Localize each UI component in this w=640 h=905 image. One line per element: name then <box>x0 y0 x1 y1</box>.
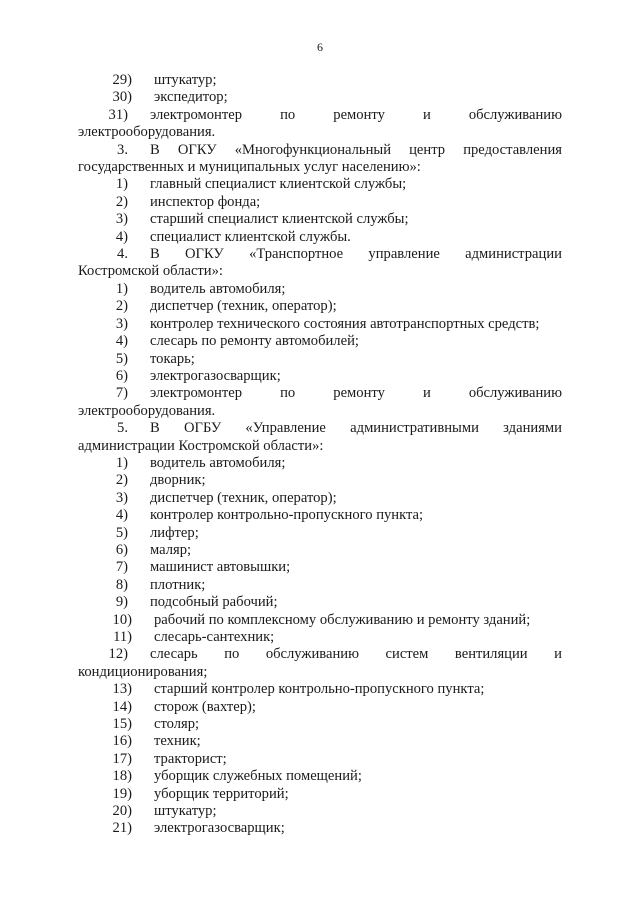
list-item <box>78 786 562 803</box>
item-number: 18) <box>112 768 132 785</box>
item-number: 9) <box>115 594 128 611</box>
item-number: 10) <box>112 611 132 628</box>
item-text: водитель автомобиля; <box>150 280 286 297</box>
justified-line <box>78 246 562 263</box>
list-item <box>78 803 562 820</box>
item-text: рабочий по комплексному обслуживанию и ремонту зданий; <box>154 611 531 628</box>
item-text: контролер технического состояния автотранспортных средств; <box>150 315 540 332</box>
item-text-words <box>128 246 562 263</box>
item-text: старший специалист клиентской службы; <box>150 211 409 228</box>
word: по <box>224 646 240 663</box>
justified-line <box>78 420 562 437</box>
list-item <box>78 594 562 611</box>
item-text: дворник; <box>150 472 206 489</box>
item-number: 1) <box>115 454 128 471</box>
word: «Транспортное <box>249 246 344 263</box>
item-number: 16) <box>112 733 132 750</box>
item-text: старший контролер контрольно-пропускного пункта; <box>154 681 485 698</box>
list-item <box>78 281 562 298</box>
item-number: 4. <box>117 246 128 263</box>
item-text: главный специалист клиентской службы; <box>150 176 407 193</box>
word: ОГКУ <box>177 141 217 158</box>
list-item <box>78 333 562 350</box>
list-item <box>78 176 562 193</box>
item-number: 5) <box>115 524 128 541</box>
continuation-line: электрооборудования. <box>78 124 216 141</box>
list-item <box>78 194 562 211</box>
justified-line <box>78 646 562 663</box>
word: обслуживанию <box>265 646 360 663</box>
item-number: 17) <box>112 750 132 767</box>
list-item <box>78 768 562 785</box>
item-number: 2) <box>115 298 128 315</box>
item-number: 6) <box>115 541 128 558</box>
item-text: экспедитор; <box>154 89 228 106</box>
item-number: 20) <box>112 803 132 820</box>
item-number: 7) <box>115 559 128 576</box>
word: «Управление <box>245 420 326 437</box>
item-text-words <box>128 142 562 159</box>
word: и <box>422 106 431 123</box>
list-item <box>78 681 562 698</box>
item-text: столяр; <box>154 716 200 733</box>
list-item <box>78 542 562 559</box>
list-item <box>78 351 562 368</box>
item-text: маляр; <box>150 541 192 558</box>
word: и <box>554 646 562 663</box>
item-text-words <box>128 107 562 124</box>
justified-item <box>78 420 562 455</box>
item-text-words <box>128 646 562 663</box>
continuation-line: электрооборудования. <box>78 402 216 419</box>
item-text: специалист клиентской службы. <box>150 228 351 245</box>
list-item <box>78 507 562 524</box>
item-number: 5) <box>115 350 128 367</box>
item-number: 3) <box>115 211 128 228</box>
justified-item <box>78 246 562 281</box>
item-text: лифтер; <box>150 524 199 541</box>
section-5 <box>78 420 562 838</box>
item-number: 1) <box>115 176 128 193</box>
justified-line <box>78 385 562 402</box>
continuation-line: Костромской области»: <box>78 263 223 280</box>
word: обслуживанию <box>468 385 562 402</box>
item-number: 29) <box>112 72 132 88</box>
word: ремонту <box>333 106 385 123</box>
item-number: 31) <box>108 106 128 123</box>
item-text: техник; <box>154 733 201 750</box>
page-number: 6 <box>317 40 323 54</box>
list-item-31 <box>78 107 562 142</box>
item-text: контролер контрольно-пропускного пункта; <box>150 507 424 524</box>
list-item <box>78 699 562 716</box>
word: систем <box>385 646 429 663</box>
continuation-line: кондиционирования; <box>78 663 208 680</box>
item-text-words <box>128 420 562 437</box>
list-item <box>78 629 562 646</box>
item-number: 5. <box>117 420 128 437</box>
word: вентиляции <box>454 646 528 663</box>
list-item <box>78 72 562 89</box>
item-text: машинист автовышки; <box>150 559 291 576</box>
list-item <box>78 472 562 489</box>
item-number: 4) <box>115 228 128 245</box>
list-item <box>78 455 562 472</box>
word: ремонту <box>333 385 385 402</box>
item-number: 30) <box>112 89 132 106</box>
word: ОГБУ <box>183 420 222 437</box>
item-text: слесарь по ремонту автомобилей; <box>150 333 359 350</box>
item-text: уборщик служебных помещений; <box>154 768 362 785</box>
item-number: 4) <box>115 507 128 524</box>
word: слесарь <box>150 646 198 663</box>
item-text: подсобный рабочий; <box>150 594 278 611</box>
word: административными <box>350 420 479 437</box>
list-item <box>78 89 562 106</box>
word: центр <box>409 141 446 158</box>
item-number: 3. <box>117 141 128 158</box>
item-text: водитель автомобиля; <box>150 454 286 471</box>
word: электромонтер <box>150 385 243 402</box>
item-number: 2) <box>115 472 128 489</box>
item-number: 15) <box>112 716 132 733</box>
list-block-1 <box>78 72 562 107</box>
list-item <box>78 490 562 507</box>
list-item <box>78 820 562 837</box>
item-text: диспетчер (техник, оператор); <box>150 489 337 506</box>
list-item <box>78 525 562 542</box>
continuation-line: администрации Костромской области»: <box>78 437 324 454</box>
justified-item <box>78 385 562 420</box>
list-item <box>78 751 562 768</box>
item-text: электрогазосварщик; <box>154 820 285 837</box>
justified-line <box>78 142 562 159</box>
word: по <box>280 106 296 123</box>
item-text: инспектор фонда; <box>150 193 261 210</box>
justified-line <box>78 107 562 124</box>
list-item <box>78 298 562 315</box>
continuation-line: государственных и муниципальных услуг населению»: <box>78 159 421 176</box>
word: предоставления <box>463 141 562 158</box>
item-text: плотник; <box>150 576 206 593</box>
item-text: диспетчер (техник, оператор); <box>150 298 337 315</box>
word: ОГКУ <box>185 246 224 263</box>
list-item <box>78 559 562 576</box>
item-number: 13) <box>112 681 132 698</box>
item-number: 3) <box>115 489 128 506</box>
item-text-words <box>128 385 562 402</box>
word: В <box>150 420 160 437</box>
word: зданиями <box>503 420 562 437</box>
item-text: слесарь-сантехник; <box>154 629 275 645</box>
word: по <box>280 385 296 402</box>
item-number: 14) <box>112 698 132 715</box>
item-text: уборщик территорий; <box>154 785 289 802</box>
item-text: сторож (вахтер); <box>154 698 256 715</box>
word: администрации <box>465 246 562 263</box>
item-number: 12) <box>108 646 128 663</box>
item-number: 8) <box>115 576 128 593</box>
justified-item <box>78 646 562 681</box>
item-number: 21) <box>112 820 132 837</box>
word: В <box>150 141 160 158</box>
list-item <box>78 733 562 750</box>
section-4 <box>78 246 562 420</box>
section-3 <box>78 142 562 246</box>
list-item <box>78 368 562 385</box>
item-number: 19) <box>112 785 132 802</box>
item-text: электрогазосварщик; <box>150 367 281 384</box>
list-item <box>78 316 562 333</box>
word: управление <box>368 246 440 263</box>
item-number: 3) <box>115 315 128 332</box>
word: В <box>150 246 160 263</box>
list-item <box>78 577 562 594</box>
word: «Многофункциональный <box>234 141 392 158</box>
item-number: 4) <box>115 333 128 350</box>
item-number: 2) <box>115 193 128 210</box>
justified-item <box>78 107 562 142</box>
item-text: штукатур; <box>154 803 217 820</box>
justified-item <box>78 142 562 177</box>
word: и <box>422 385 431 402</box>
item-text: штукатур; <box>154 72 217 88</box>
item-number: 1) <box>115 280 128 297</box>
list-item <box>78 612 562 629</box>
list-item <box>78 211 562 228</box>
item-number: 11) <box>113 629 132 645</box>
item-text: токарь; <box>150 350 195 367</box>
list-item <box>78 229 562 246</box>
list-item <box>78 716 562 733</box>
item-number: 6) <box>115 367 128 384</box>
word: электромонтер <box>150 106 243 123</box>
item-number: 7) <box>115 385 128 402</box>
item-text: тракторист; <box>154 750 227 767</box>
document-body <box>78 72 562 838</box>
word: обслуживанию <box>468 106 562 123</box>
